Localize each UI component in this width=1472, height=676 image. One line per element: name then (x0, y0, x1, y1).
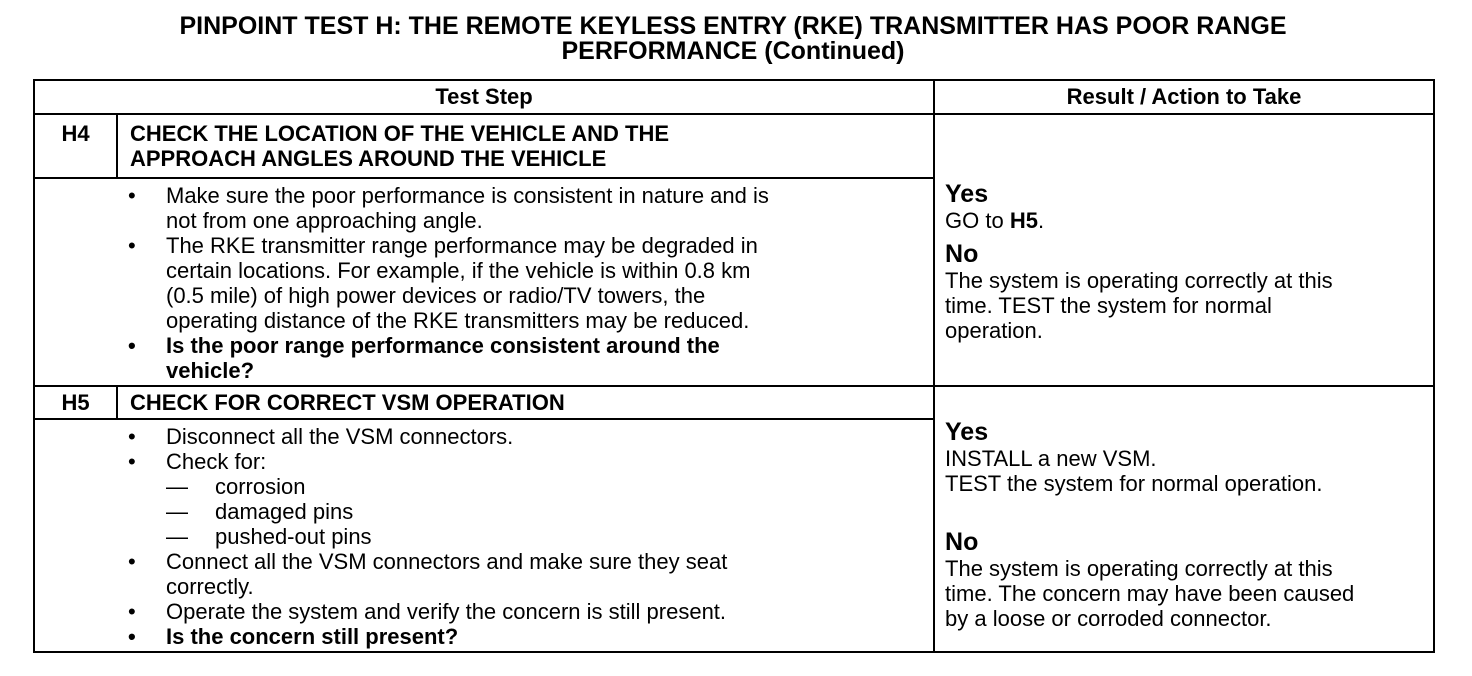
h4-no-line-2: time. TEST the system for normal (945, 292, 1272, 318)
h5-dash-2: — damaged pins (35, 499, 933, 524)
step-h4-heading-line-2: APPROACH ANGLES AROUND THE VEHICLE (130, 146, 607, 171)
h4-yes-post: . (1037, 207, 1045, 233)
h4-yes-action (945, 208, 1433, 233)
h5-yes-line-2: TEST the system for normal operation. (945, 470, 1323, 496)
h4-bullet-2-line-3: (0.5 mile) of high power devices or radio/TV towers, the (166, 283, 706, 308)
h4-bullet-1-line-2: not from one approaching angle. (166, 208, 483, 233)
h4-no-label: No (945, 239, 979, 268)
col-header-test-step: Test Step (34, 80, 934, 114)
h4-no-line-3: operation. (945, 317, 1043, 343)
title-line-1: PINPOINT TEST H: THE REMOTE KEYLESS ENTRY (RKE) TRANSMITTER HAS POOR RANGE (179, 12, 1287, 40)
step-h4-body (34, 178, 934, 386)
step-h4-heading-row (34, 114, 1434, 178)
h4-yes-pre: GO to (945, 207, 1010, 233)
h4-bullet-2 (35, 233, 933, 333)
step-h4-result (934, 114, 1434, 386)
h5-bullet-3 (35, 549, 933, 599)
step-h4-heading (117, 114, 934, 178)
h4-bullet-2-line-1: • The RKE transmitter range performance may be degraded in (166, 233, 758, 258)
step-id-h4: H4 (34, 114, 117, 178)
page-title (33, 14, 1433, 64)
h5-no-line-1: The system is operating correctly at this (945, 555, 1333, 581)
h5-bullet-3-line-2: correctly. (166, 574, 254, 599)
h5-bullet-2: • Check for: (35, 449, 933, 474)
h5-no-line-2: time. The concern may have been caused (945, 580, 1355, 606)
h5-yes-line-1: INSTALL a new VSM. (945, 445, 1157, 471)
h4-bullet-3-question (35, 333, 933, 383)
h5-no-line-3: by a loose or corroded connector. (945, 605, 1272, 631)
h4-bullet-1-line-1: • Make sure the poor performance is consistent in nature and is (166, 183, 769, 208)
step-h5-heading-row (34, 386, 1434, 419)
h4-bullet-2-line-2: certain locations. For example, if the vehicle is within 0.8 km (166, 258, 751, 283)
h4-yes-label: Yes (945, 179, 989, 208)
h4-yes-ref: H5 (1009, 207, 1038, 233)
title-line-2: PERFORMANCE (Continued) (561, 37, 905, 65)
pinpoint-test-table (33, 79, 1435, 653)
h4-bullet-3-line-1: • Is the poor range performance consistent around the (166, 333, 720, 358)
step-h4-heading-line-1: CHECK THE LOCATION OF THE VEHICLE AND THE (130, 121, 669, 146)
step-h5-result (934, 386, 1434, 652)
step-id-h5: H5 (34, 386, 117, 419)
h5-no-label: No (945, 527, 979, 556)
h4-bullet-2-line-4: operating distance of the RKE transmitters may be reduced. (166, 308, 750, 333)
h5-bullet-5-question: • Is the concern still present? (35, 624, 933, 649)
h4-bullet-1 (35, 183, 933, 233)
h5-yes-label: Yes (945, 417, 989, 446)
h4-bullet-3-line-2: vehicle? (166, 358, 255, 383)
h4-no-line-1: The system is operating correctly at this (945, 267, 1333, 293)
step-h5-body (34, 419, 934, 652)
h5-bullet-3-line-1: • Connect all the VSM connectors and make sure they seat (166, 549, 728, 574)
h5-bullet-4: • Operate the system and verify the concern is still present. (35, 599, 933, 624)
h5-dash-3: — pushed-out pins (35, 524, 933, 549)
col-header-result: Result / Action to Take (934, 80, 1434, 114)
table-header-row (34, 80, 1434, 114)
h5-bullet-1: • Disconnect all the VSM connectors. (35, 424, 933, 449)
step-h5-heading: CHECK FOR CORRECT VSM OPERATION (117, 386, 934, 419)
h5-dash-1: — corrosion (35, 474, 933, 499)
